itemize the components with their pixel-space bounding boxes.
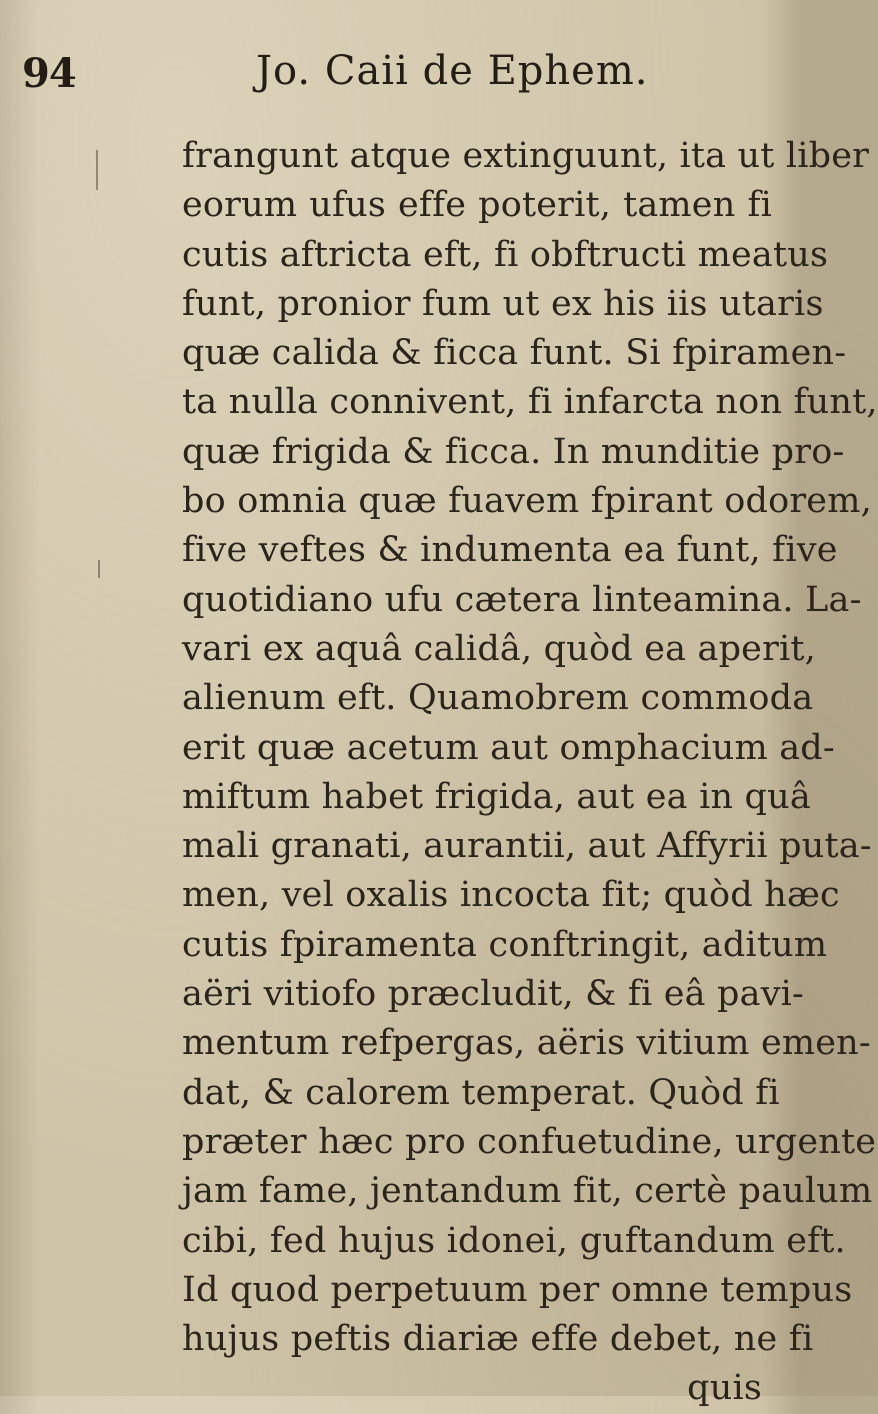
text-line: aëri vitiofo præcludit, & fi eâ pavi-	[182, 974, 805, 1015]
text-line: quæ frigida & ficca. In munditie pro-	[182, 431, 845, 472]
text-line: quæ calida & ficca funt. Si fpiramen-	[182, 333, 847, 374]
text-line: men, vel oxalis incocta fit; quòd hæc	[182, 875, 840, 916]
text-line: five veftes & indumenta ea funt, five	[182, 530, 838, 571]
text-line: cutis fpiramenta conftringit, aditum	[182, 924, 828, 965]
text-line: eorum ufus effe poterit, tamen fi	[182, 185, 772, 226]
text-line: ta nulla connivent, fi infarcta non funt,	[182, 382, 878, 423]
page-number: 94	[22, 50, 76, 97]
text-line: hujus peftis diariæ effe debet, ne fi	[182, 1319, 814, 1360]
text-line: Id quod perpetuum per omne tempus	[182, 1269, 853, 1310]
text-line: præter hæc pro confuetudine, urgente	[182, 1121, 877, 1162]
text-line: jam fame, jentandum fit, certè paulum	[182, 1171, 873, 1212]
left-margin-mark	[96, 150, 98, 190]
text-line: miftum habet frigida, aut ea in quâ	[182, 776, 811, 817]
text-line: bo omnia quæ fuavem fpirant odorem,	[182, 481, 872, 522]
text-line: frangunt atque extinguunt, ita ut liber	[182, 136, 870, 176]
text-line: erit quæ acetum aut omphacium ad-	[182, 727, 835, 768]
text-line: mali granati, aurantii, aut Affyrii puta-	[182, 826, 872, 867]
text-line: vari ex aquâ calidâ, quòd ea aperit,	[182, 628, 817, 669]
text-line: cibi, fed hujus idonei, guftandum eft.	[182, 1220, 846, 1261]
running-head: Jo. Caii de Ephem.	[256, 48, 649, 94]
text-line: cutis aftricta eft, fi obftructi meatus	[182, 234, 829, 275]
text-line: mentum refpergas, aëris vitium emen-	[182, 1023, 871, 1064]
left-margin-mark-lower	[98, 560, 100, 578]
text-line: funt, pronior fum ut ex his iis utaris	[182, 283, 824, 324]
body-text	[182, 132, 878, 1414]
text-line: quotidiano ufu cætera linteamina. La-	[182, 579, 862, 620]
text-line: dat, & calorem temperat. Quòd fi	[182, 1072, 780, 1113]
catchword: quis	[687, 1368, 762, 1409]
text-line: alienum eft. Quamobrem commoda	[182, 678, 814, 719]
